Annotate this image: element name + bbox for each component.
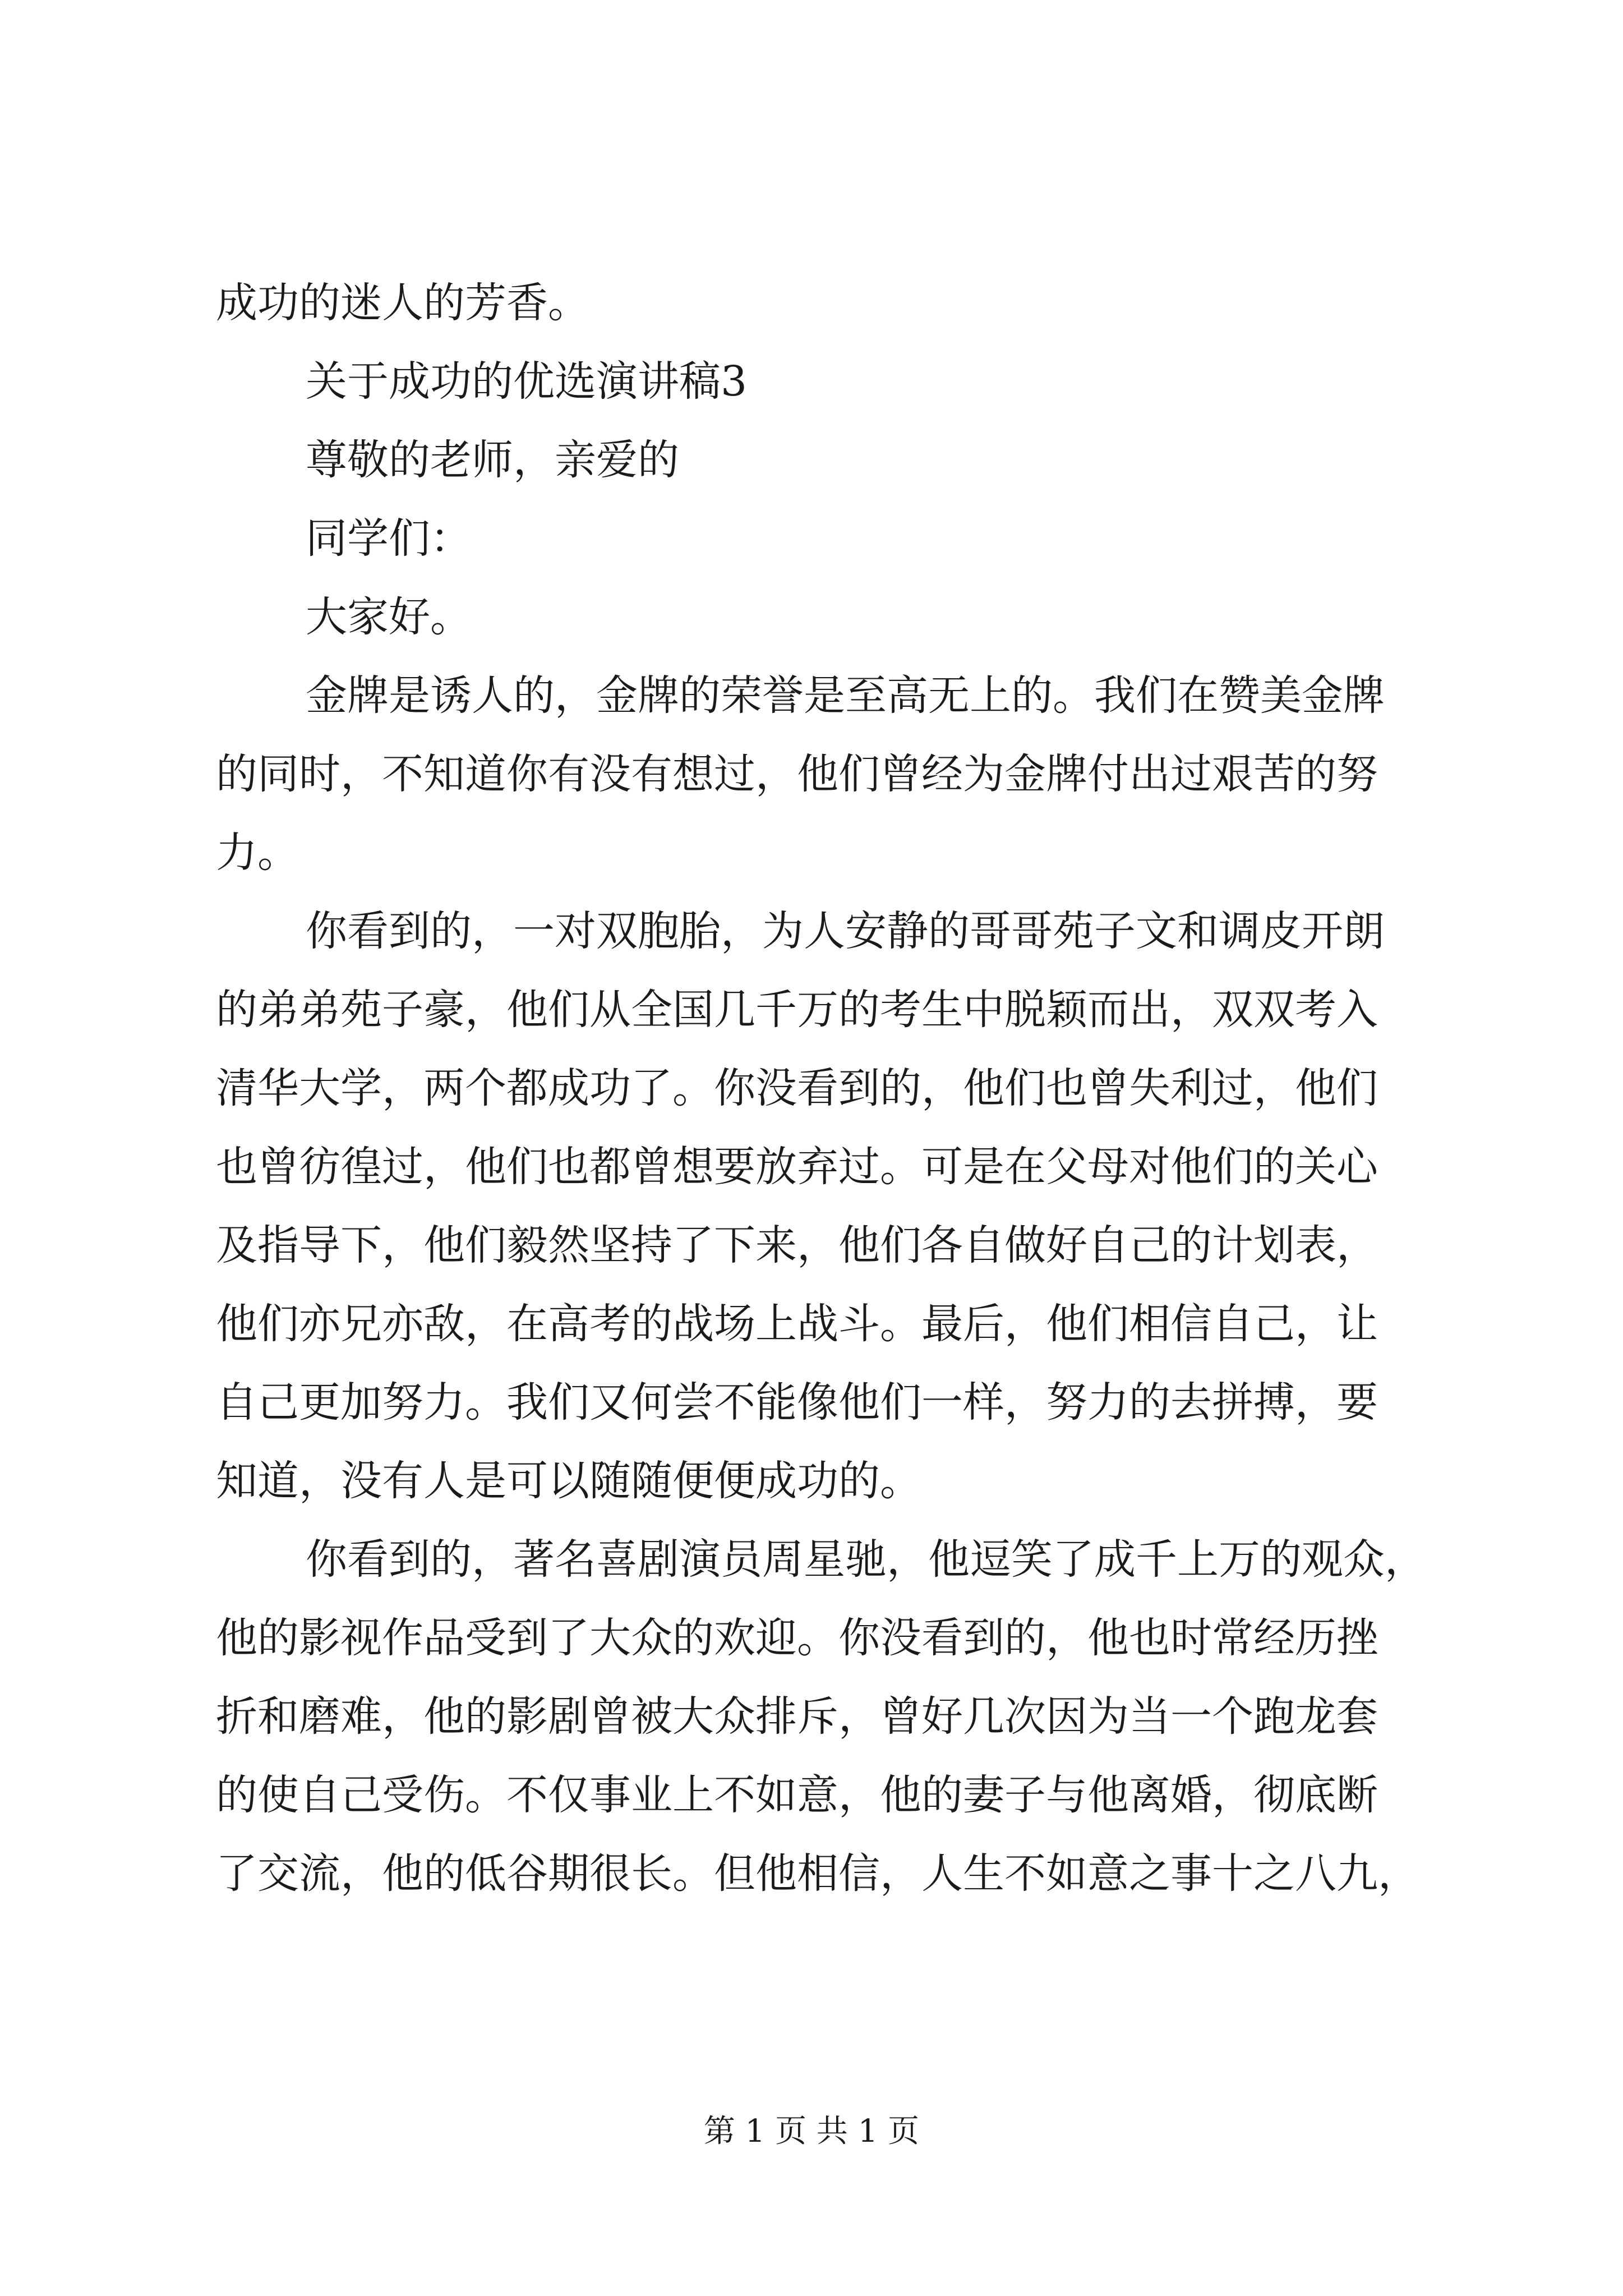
page-footer: 第 1 页 共 1 页 — [703, 2113, 920, 2150]
text-line: 成功的迷人的芳香。 — [216, 279, 589, 327]
paragraph-line: 的同时，不知道你有没有想过，他们曾经为金牌付出过艰苦的努 — [216, 750, 1378, 798]
paragraph-line: 的使自己受伤。不仅事业上不如意，他的妻子与他离婚，彻底断 — [216, 1771, 1378, 1819]
greeting-line: 同学们： — [306, 514, 472, 563]
paragraph-line: 他的影视作品受到了大众的欢迎。你没看到的，他也时常经历挫 — [216, 1614, 1378, 1662]
speech-title: 关于成功的优选演讲稿3 — [306, 357, 748, 406]
paragraph-line: 及指导下，他们毅然坚持了下来，他们各自做好自己的计划表， — [216, 1221, 1378, 1269]
paragraph-line: 他们亦兄亦敌，在高考的战场上战斗。最后，他们相信自己，让 — [216, 1300, 1378, 1348]
paragraph-line: 力。 — [216, 829, 299, 877]
document-body — [216, 264, 1427, 1913]
greeting-line: 尊敬的老师，亲爱的 — [306, 436, 679, 484]
paragraph-line: 你看到的，著名喜剧演员周星驰，他逗笑了成千上万的观众， — [306, 1535, 1426, 1584]
paragraph-line: 了交流，他的低谷期很长。但他相信，人生不如意之事十之八九， — [216, 1849, 1419, 1898]
paragraph-line: 折和磨难，他的影剧曾被大众排斥，曾好几次因为当一个跑龙套 — [216, 1692, 1378, 1741]
paragraph-line: 的弟弟苑子豪，他们从全国几千万的考生中脱颖而出，双双考入 — [216, 986, 1378, 1034]
paragraph-line: 自己更加努力。我们又何尝不能像他们一样，努力的去拼搏，要 — [216, 1378, 1378, 1427]
paragraph-line: 知道，没有人是可以随随便便成功的。 — [216, 1457, 921, 1505]
greeting-line: 大家好。 — [306, 593, 472, 641]
paragraph-line: 清华大学，两个都成功了。你没看到的，他们也曾失利过，他们 — [216, 1064, 1378, 1112]
paragraph-line: 也曾彷徨过，他们也都曾想要放弃过。可是在父母对他们的关心 — [216, 1143, 1378, 1191]
paragraph-line: 你看到的，一对双胞胎，为人安静的哥哥苑子文和调皮开朗 — [306, 907, 1385, 955]
paragraph-line: 金牌是诱人的，金牌的荣誉是至高无上的。我们在赞美金牌 — [306, 671, 1385, 720]
